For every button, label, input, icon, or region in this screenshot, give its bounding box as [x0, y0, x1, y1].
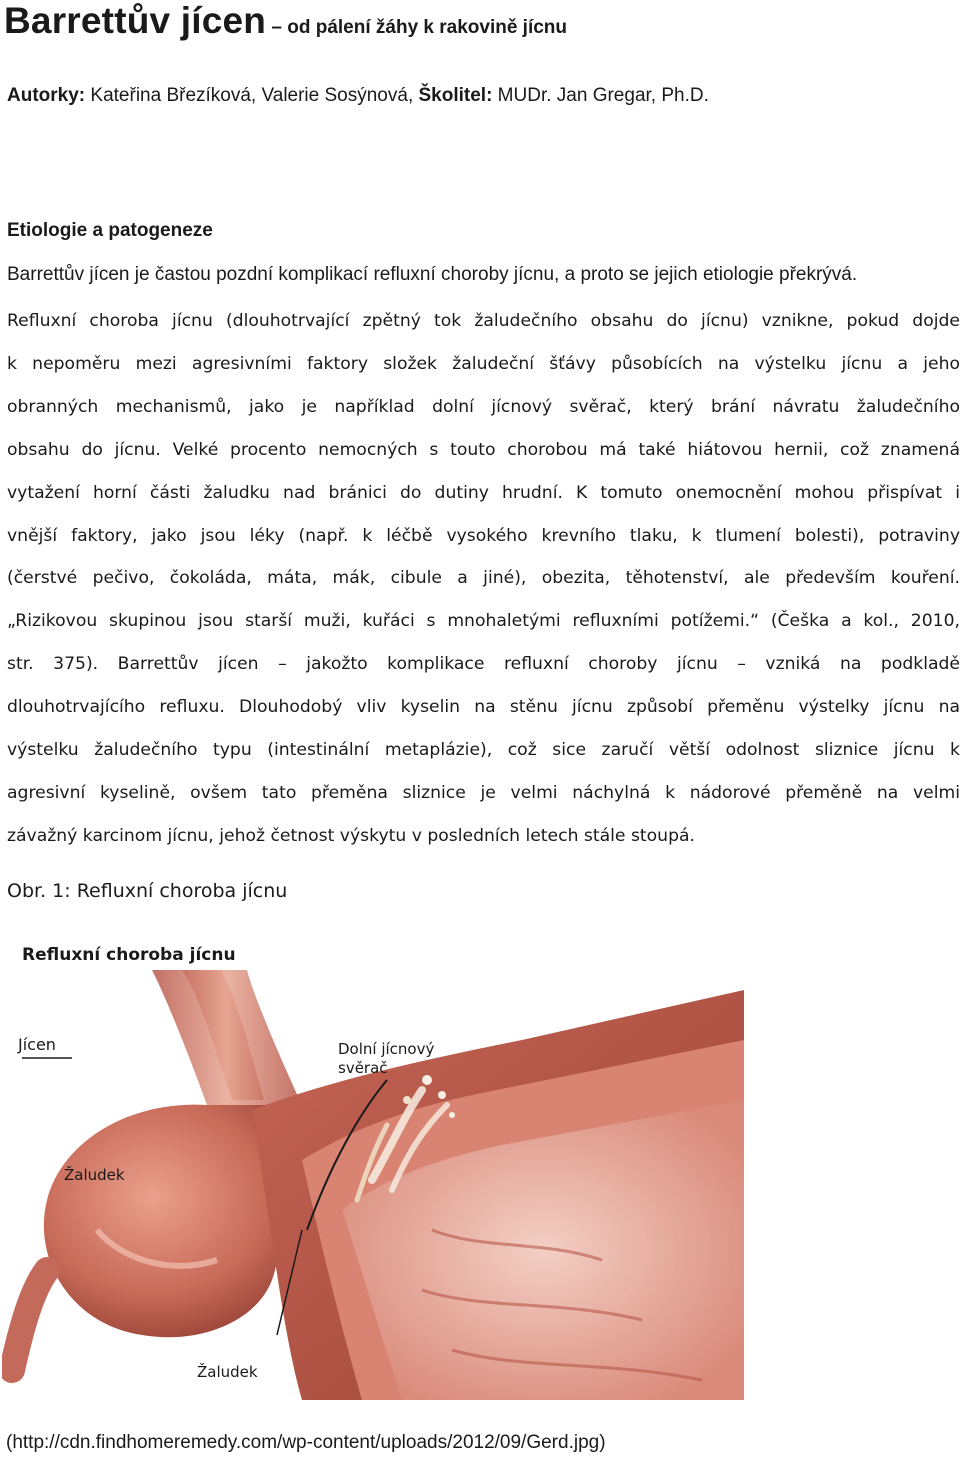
intro-sentence: Barrettův jícen je častou pozdní komplikací refluxní choroby jícnu, a proto se jejich etiologie překrývá.: [7, 264, 858, 285]
paragraph-line: obranných mechanismů, jako je například dolní jícnový svěrač, který brání návratu žaludečního: [7, 396, 960, 417]
title-subtitle: – od pálení žáhy k rakovině jícnu: [266, 17, 568, 38]
title-main: Barrettův jícen: [4, 0, 267, 41]
section-heading: Etiologie a patogeneze: [7, 220, 213, 241]
paragraph-line: „Rizikovou skupinou jsou starší muži, kuřáci s mnohaletými refluxními potížemi.“ (Češka a kol., 2010,: [7, 611, 960, 632]
label-stomach-outer: Žaludek: [64, 1166, 125, 1184]
gerd-illustration-svg: [2, 930, 744, 1400]
paragraph-line: výstelku žaludečního typu (intestinální metaplázie), což sice zaručí větší odolnost sliznice jícnu k: [7, 740, 960, 761]
duodenum-shape: [12, 1270, 47, 1370]
paragraph-line: závažný karcinom jícnu, jehož četnost výskytu v posledních letech stále stoupá.: [7, 825, 695, 846]
gerd-illustration: [2, 930, 744, 1400]
paragraph-line: vytažení horní části žaludku nad bránici do dutiny hrudní. K tomuto onemocnění mohou přispívat i: [7, 482, 960, 503]
label-esophagus: Jícen: [18, 1035, 56, 1054]
document-title: [4, 0, 567, 42]
paragraph-line: obsahu do jícnu. Velké procento nemocných s touto chorobou má také hiátovou hernii, což znamená: [7, 439, 960, 460]
paragraph-line: agresivní kyselině, ovšem tato přeměna sliznice je velmi náchylná k nádorové přeměně na velmi: [7, 782, 960, 803]
authors-names: Kateřina Březíková, Valerie Sosýnová,: [85, 85, 419, 106]
authors-label: Autorky:: [7, 85, 86, 106]
paragraph-line: vnější faktory, jako jsou léky (např. k léčbě vysokého krevního tlaku, k tlumení bolesti), potraviny: [7, 525, 960, 546]
figure-source: (http://cdn.findhomeremedy.com/wp-content/uploads/2012/09/Gerd.jpg): [6, 1432, 606, 1453]
esophagus-outer-shape: [152, 970, 302, 1105]
label-sphincter-line1: Dolní jícnový: [338, 1040, 435, 1058]
figure-caption: Obr. 1: Refluxní choroba jícnu: [7, 880, 288, 902]
paragraph-line: Refluxní choroba jícnu (dlouhotrvající zpětný tok žaludečního obsahu do jícnu) vznikne, pokud dojde: [7, 311, 960, 331]
paragraph-line: (čerstvé pečivo, čokoláda, máta, mák, cibule a jiné), obezita, těhotenství, ale především kouření.: [7, 568, 960, 589]
authors-line: [7, 85, 709, 107]
paragraph-line: dlouhotrvajícího refluxu. Dlouhodobý vliv kyselin na stěnu jícnu způsobí přeměnu výstelky jícnu na: [7, 697, 960, 718]
paragraph-line: str. 375). Barrettův jícen – jakožto komplikace refluxní choroby jícnu – vzniká na podkladě: [7, 654, 960, 675]
supervisor-name: MUDr. Jan Gregar, Ph.D.: [492, 85, 709, 106]
paragraph-line: k nepoměru mezi agresivními faktory složek žaludeční šťávy působících na výstelku jícnu a jeho: [7, 353, 960, 374]
label-stomach-inner: Žaludek: [197, 1363, 258, 1381]
body-paragraph: [7, 300, 960, 858]
supervisor-label: Školitel:: [418, 85, 493, 106]
image-title: Refluxní choroba jícnu: [22, 945, 236, 965]
label-sphincter-line2: svěrač: [338, 1059, 388, 1077]
